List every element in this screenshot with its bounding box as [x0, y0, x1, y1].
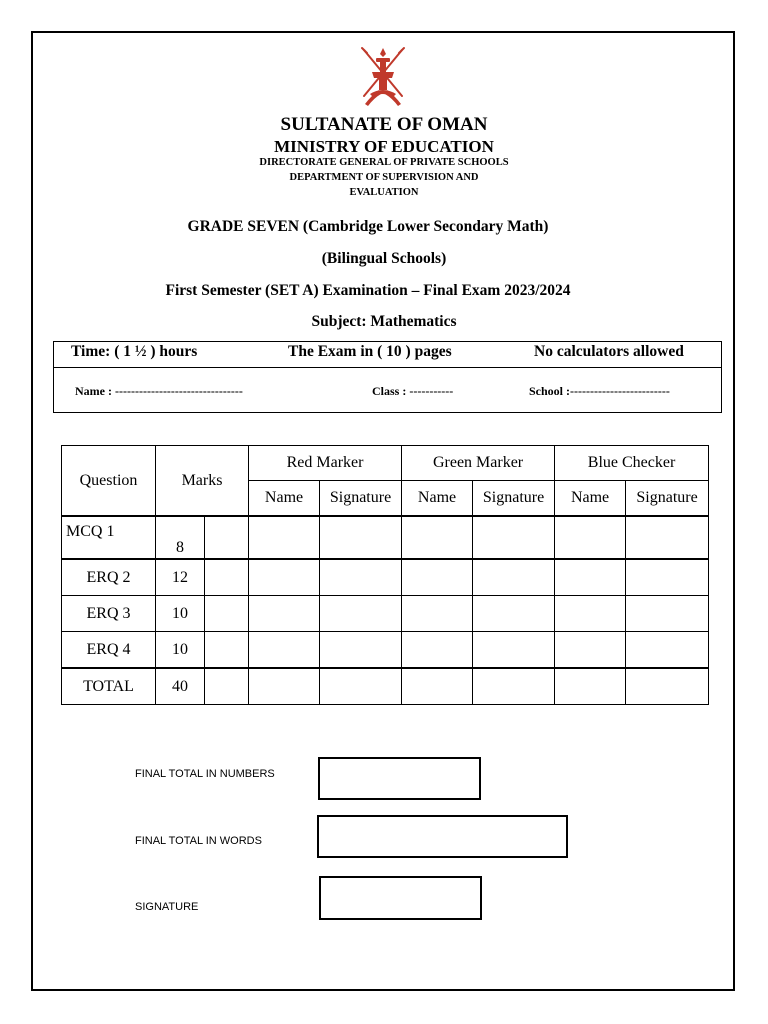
- score-cell[interactable]: [205, 632, 249, 669]
- green-name-header: Name: [402, 481, 473, 517]
- signature-label: SIGNATURE: [135, 901, 199, 913]
- directorate-title: DIRECTORATE GENERAL OF PRIVATE SCHOOLS: [259, 157, 509, 168]
- blue-signature-header: Signature: [626, 481, 709, 517]
- blue-signature-cell[interactable]: [626, 516, 709, 559]
- question-header: Question: [62, 446, 156, 517]
- table-row: [62, 516, 709, 559]
- student-name-field: Name : --------------------------------: [75, 384, 243, 398]
- schools-title: (Bilingual Schools): [321, 250, 447, 267]
- blue-signature-cell[interactable]: [626, 559, 709, 596]
- total-score-cell[interactable]: [205, 668, 249, 705]
- blue-signature-cell[interactable]: [626, 668, 709, 705]
- marks-cell: 8: [156, 516, 205, 559]
- marks-cell: 10: [156, 596, 205, 632]
- country-title: SULTANATE OF OMAN: [280, 114, 488, 135]
- department-title-line1: DEPARTMENT OF SUPERVISION AND: [289, 172, 479, 183]
- green-name-cell[interactable]: [402, 516, 473, 559]
- red-signature-cell[interactable]: [320, 668, 402, 705]
- red-signature-cell[interactable]: [320, 516, 402, 559]
- table-row: [62, 559, 709, 596]
- oman-national-emblem-icon: [352, 44, 414, 110]
- red-name-header: Name: [249, 481, 320, 517]
- red-signature-cell[interactable]: [320, 632, 402, 669]
- green-name-cell[interactable]: [402, 632, 473, 669]
- question-cell: ERQ 3: [62, 596, 156, 632]
- table-row: [62, 632, 709, 669]
- green-marker-header: Green Marker: [402, 446, 555, 481]
- green-signature-header: Signature: [473, 481, 555, 517]
- total-marks-cell: 40: [156, 668, 205, 705]
- red-marker-header: Red Marker: [249, 446, 402, 481]
- red-signature-header: Signature: [320, 481, 402, 517]
- blue-name-cell[interactable]: [555, 516, 626, 559]
- red-signature-cell[interactable]: [320, 559, 402, 596]
- signature-box[interactable]: [319, 876, 482, 920]
- semester-title: First Semester (SET A) Examination – Final Exam 2023/2024: [165, 282, 571, 299]
- marks-cell: 12: [156, 559, 205, 596]
- student-school-field: School :-------------------------: [529, 384, 670, 398]
- marks-table: [61, 445, 709, 705]
- score-cell[interactable]: [205, 559, 249, 596]
- score-cell[interactable]: [205, 516, 249, 559]
- green-signature-cell[interactable]: [473, 559, 555, 596]
- exam-pages: The Exam in ( 10 ) pages: [288, 343, 452, 360]
- final-total-words-box[interactable]: [317, 815, 568, 858]
- blue-name-cell[interactable]: [555, 668, 626, 705]
- table-row-total: [62, 668, 709, 705]
- green-signature-cell[interactable]: [473, 516, 555, 559]
- question-cell: ERQ 2: [62, 559, 156, 596]
- department-title-line2: EVALUATION: [349, 187, 419, 198]
- blue-name-cell[interactable]: [555, 559, 626, 596]
- total-label-cell: TOTAL: [62, 668, 156, 705]
- blue-signature-cell[interactable]: [626, 632, 709, 669]
- red-name-cell[interactable]: [249, 516, 320, 559]
- calculator-notice: No calculators allowed: [534, 343, 684, 360]
- student-class-field: Class : -----------: [372, 384, 454, 398]
- final-total-numbers-label: FINAL TOTAL IN NUMBERS: [135, 768, 275, 780]
- marks-cell: 10: [156, 632, 205, 669]
- red-name-cell[interactable]: [249, 668, 320, 705]
- final-total-numbers-box[interactable]: [318, 757, 481, 800]
- blue-name-cell[interactable]: [555, 632, 626, 669]
- green-name-cell[interactable]: [402, 559, 473, 596]
- grade-title: GRADE SEVEN (Cambridge Lower Secondary Math): [187, 218, 549, 235]
- red-signature-cell[interactable]: [320, 596, 402, 632]
- blue-name-header: Name: [555, 481, 626, 517]
- green-signature-cell[interactable]: [473, 632, 555, 669]
- green-name-cell[interactable]: [402, 596, 473, 632]
- exam-time: Time: ( 1 ½ ) hours: [71, 343, 198, 360]
- question-cell: ERQ 4: [62, 632, 156, 669]
- blue-signature-cell[interactable]: [626, 596, 709, 632]
- green-signature-cell[interactable]: [473, 596, 555, 632]
- marks-header: Marks: [156, 446, 249, 517]
- table-row: [62, 596, 709, 632]
- blue-name-cell[interactable]: [555, 596, 626, 632]
- green-name-cell[interactable]: [402, 668, 473, 705]
- exam-info-box: [53, 341, 722, 413]
- ministry-title: MINISTRY OF EDUCATION: [274, 137, 494, 156]
- green-signature-cell[interactable]: [473, 668, 555, 705]
- red-name-cell[interactable]: [249, 559, 320, 596]
- score-cell[interactable]: [205, 596, 249, 632]
- question-cell: MCQ 1: [62, 516, 156, 559]
- final-total-words-label: FINAL TOTAL IN WORDS: [135, 835, 262, 847]
- red-name-cell[interactable]: [249, 632, 320, 669]
- info-divider: [54, 367, 721, 368]
- red-name-cell[interactable]: [249, 596, 320, 632]
- subject-title: Subject: Mathematics: [311, 313, 457, 330]
- blue-checker-header: Blue Checker: [555, 446, 709, 481]
